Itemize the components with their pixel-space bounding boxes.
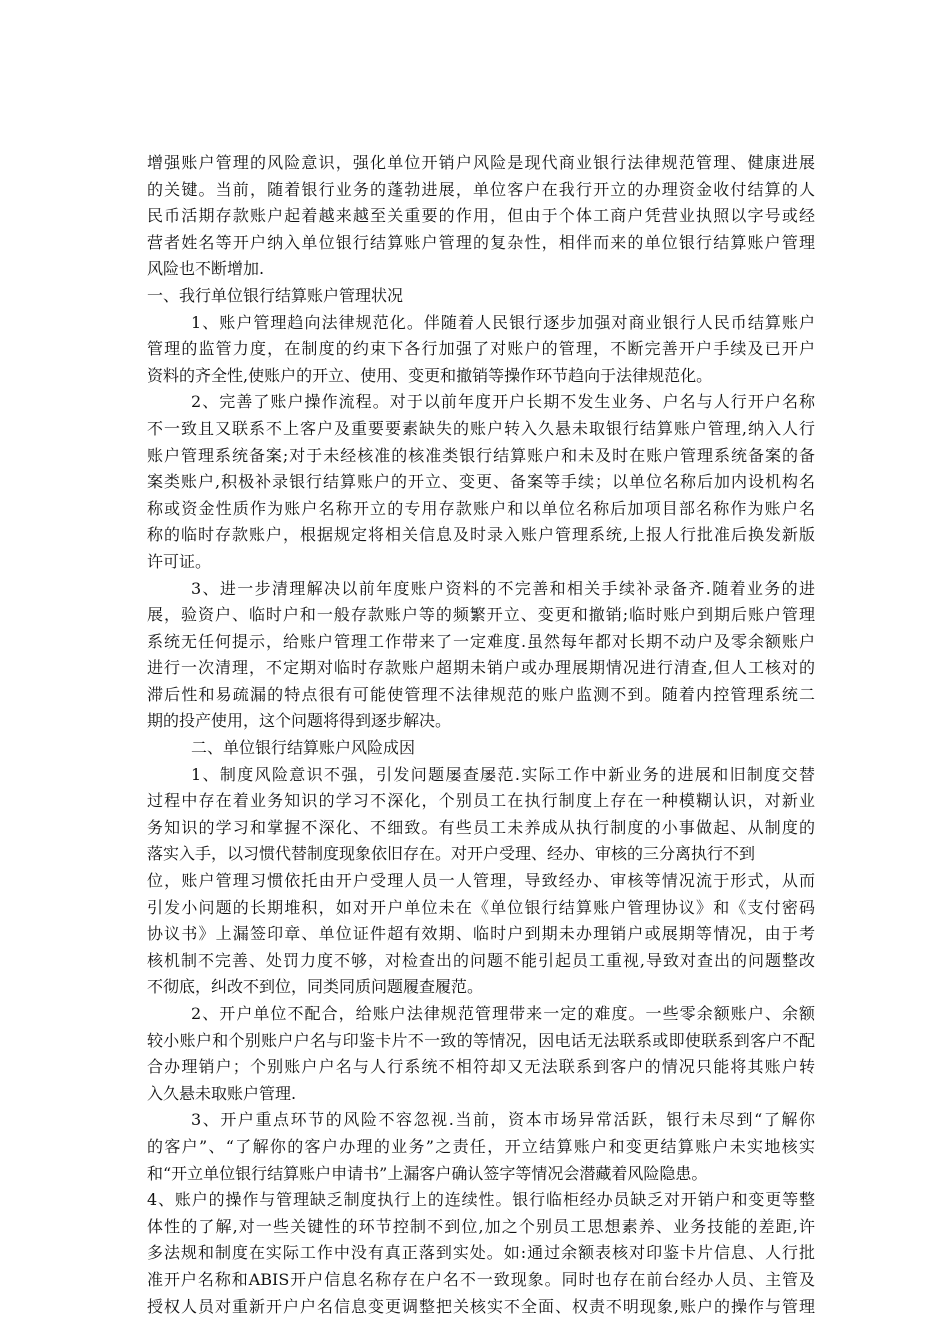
text-line: 案类账户,积极补录银行结算账户的开立、变更、备案等手续；以单位名称后加内设机构名 [147, 472, 815, 492]
text-line: 资料的齐全性,使账户的开立、使用、变更和撤销等操作环节趋向于法律规范化。 [147, 365, 713, 385]
text-line: 1、账户管理趋向法律规范化。伴随着人民银行逐步加强对商业银行人民币结算账户 [191, 312, 815, 332]
text-line: 二、单位银行结算账户风险成因 [191, 738, 416, 758]
text-line: 展，验资户、临时户和一般存款账户等的频繁开立、变更和撤销;临时账户到期后账户管理 [147, 605, 815, 625]
text-line: 增强账户管理的风险意识，强化单位开销户风险是现代商业银行法律规范管理、健康进展 [147, 153, 815, 172]
text-line: 合办理销户；个别账户户名与人行系统不相符却又无法联系到客户的情况只能将其账户转 [147, 1057, 815, 1077]
text-line: 务知识的学习和掌握不深化、不细致。有些员工未养成从执行制度的小事做起、从制度的 [147, 817, 815, 837]
text-line: 系统无任何提示，给账户管理工作带来了一定难度.虽然每年都对长期不动户及零余额账户 [147, 631, 815, 651]
text-line: 引发小问题的长期堆积，如对开户单位未在《单位银行结算账户管理协议》和《支付密码 [147, 897, 815, 917]
text-line: 3、进一步清理解决以前年度账户资料的不完善和相关手续补录备齐.随着业务的进 [191, 578, 815, 598]
text-line: 称的临时存款账户，根据规定将相关信息及时录入账户管理系统,上报人行批准后换发新版 [147, 525, 815, 545]
text-line: 管理的监管力度，在制度的约束下各行加强了对账户的管理，不断完善开户手续及已开户 [147, 339, 815, 359]
text-line: 1、制度风险意识不强，引发问题屡查屡范.实际工作中新业务的进展和旧制度交替 [191, 764, 815, 784]
text-line: 核机制不完善、处罚力度不够，对检查出的问题不能引起员工重视,导致对查出的问题整改 [147, 950, 815, 970]
text-line: 体性的了解,对一些关键性的环节控制不到位,加之个别员工思想素养、业务技能的差距,许 [147, 1216, 815, 1236]
text-line: 协议书》上漏签印章、单位证件超有效期、临时户到期未办理销户或展期等情况，由于考 [147, 924, 815, 944]
text-line: 期的投产使用，这个问题将得到逐步解决。 [147, 711, 452, 731]
text-line: 入久悬未取账户管理. [147, 1083, 297, 1103]
text-line: 不一致且又联系不上客户及重要要素缺失的账户转入久悬未取银行结算账户管理,纳入人行 [147, 418, 815, 438]
text-line: 许可证。 [147, 551, 212, 571]
text-line: 滞后性和易疏漏的特点很有可能使管理不法律规范的账户监测不到。随着内控管理系统二 [147, 684, 815, 704]
text-line: 4、账户的操作与管理缺乏制度执行上的连续性。银行临柜经办员缺乏对开销户和变更等整 [147, 1190, 815, 1210]
text-line: 2、开户单位不配合，给账户法律规范管理带来一定的难度。一些零余额账户、余额 [191, 1004, 815, 1023]
document-body [147, 150, 815, 1320]
text-line: 一、我行单位银行结算账户管理状况 [147, 285, 404, 305]
text-line: 称或资金性质作为账户名称开立的专用存款账户和以单位名称后加项目部名称作为账户名 [147, 498, 815, 518]
text-line: 风险也不断增加. [147, 259, 265, 279]
text-line: 的客户”、“了解你的客户办理的业务”之责任，开立结算账户和变更结算账户未实地核实 [147, 1136, 815, 1156]
text-line: 进行一次清理，不定期对临时存款账户超期未销户或办理展期情况进行清查,但人工核对的 [147, 658, 815, 678]
text-line: 准开户名称和ABIS开户信息名称存在户名不一致现象。同时也存在前台经办人员、主管及 [147, 1269, 815, 1289]
text-line: 民币活期存款账户起着越来越至关重要的作用，但由于个体工商户凭营业执照以字号或经 [147, 206, 815, 226]
text-line: 和“开立单位银行结算账户申请书”上漏客户确认签字等情况会潜藏着风险隐患。 [147, 1163, 708, 1183]
text-line: 过程中存在着业务知识的学习不深化，个别员工在执行制度上存在一种模糊认识，对新业 [147, 791, 815, 811]
text-line: 位，账户管理习惯依托由开户受理人员一人管理，导致经办、审核等情况流于形式，从而 [147, 871, 815, 891]
text-line: 账户管理系统备案;对于未经核准的核准类银行结算账户和未及时在账户管理系统备案的备 [147, 445, 815, 465]
text-line: 授权人员对重新开户户名信息变更调整把关核实不全面、权责不明现象,账户的操作与管理 [147, 1296, 815, 1316]
text-line: 较小账户和个别账户户名与印鉴卡片不一致的等情况，因电话无法联系或即使联系到客户不配 [147, 1030, 815, 1050]
text-line: 多法规和制度在实际工作中没有真正落到实处。如:通过余额表核对印鉴卡片信息、人行批 [147, 1243, 815, 1263]
text-line: 营者姓名等开户纳入单位银行结算账户管理的复杂性，相伴而来的单位银行结算账户管理 [147, 232, 815, 252]
text-line: 3、开户重点环节的风险不容忽视.当前，资本市场异常活跃，银行未尽到“了解你 [191, 1110, 815, 1130]
text-line: 的关键。当前，随着银行业务的蓬勃进展，单位客户在我行开立的办理资金收付结算的人 [147, 179, 815, 199]
text-line: 不彻底，纠改不到位，同类同质问题履查履范。 [147, 977, 484, 997]
text-line: 2、完善了账户操作流程。对于以前年度开户长期不发生业务、户名与人行开户名称 [191, 392, 815, 412]
text-line: 落实入手，以习惯代替制度现象依旧存在。对开户受理、经办、审核的三分离执行不到 [147, 844, 756, 864]
